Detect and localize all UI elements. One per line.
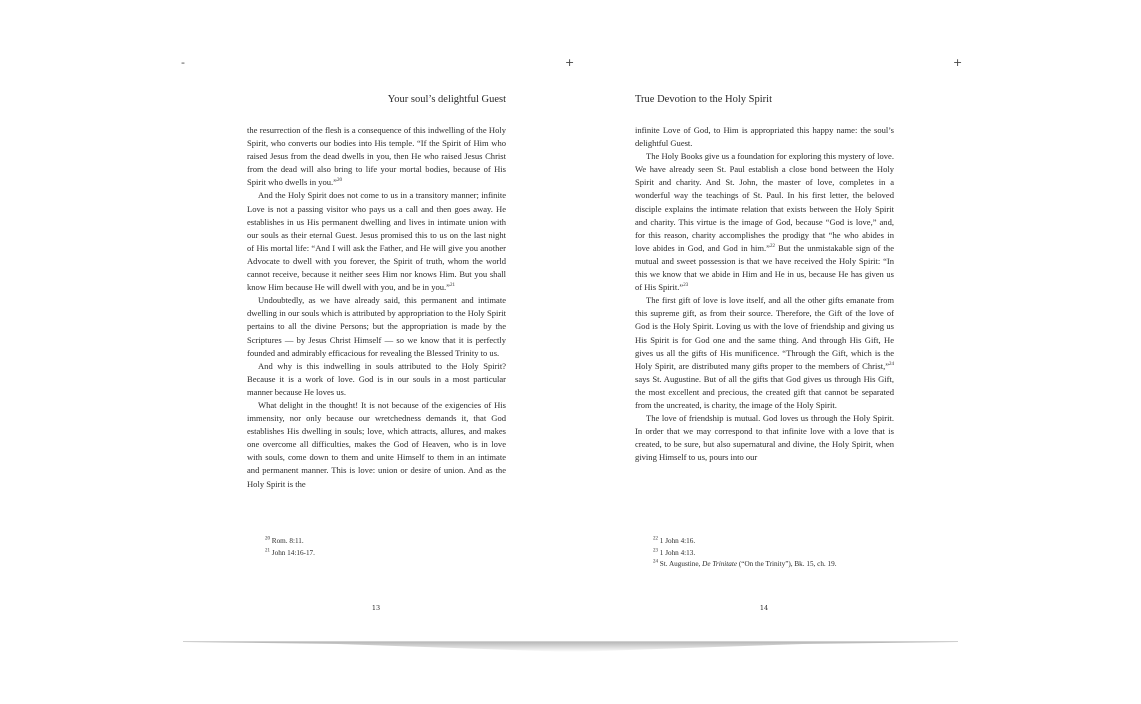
page-number-left: 13 [371, 604, 381, 612]
body-text-right [635, 124, 894, 526]
paragraph: And why is this indwelling in souls attributed to the Holy Spirit? Because it is a work of love. God is in our souls in a most particular manner because He loves us. [247, 360, 506, 397]
paragraph: The love of friendship is mutual. God loves us through the Holy Spirit. In order that we may correspond to that infinite love with a love that is created, to be sure, but also supernatural and divine, the Holy Spirit, when giving Himself to us, pours into our [635, 413, 894, 463]
footnote-ref: 21 [449, 283, 455, 289]
footnotes-right [635, 536, 894, 571]
right-page [635, 92, 894, 571]
page-shadow-right [571, 642, 958, 652]
footnote: $^{20}$ Rom. 8:11. [265, 536, 304, 545]
footnotes-left [247, 536, 506, 559]
footnote: $^{21}$ John 14:16-17. [265, 548, 315, 557]
page-number-right: 14 [759, 604, 769, 612]
footnote-ref: 24 [889, 361, 894, 367]
crop-mark-right: + [953, 56, 963, 69]
footnote: $^{24}$ St. Augustine, De Trinitate (“On the Trinity”), Bk. 15, ch. 19. [653, 559, 837, 568]
paragraph: infinite Love of God, to Him is appropriated this happy name: the soul’s delightful Guest. [635, 125, 894, 149]
running-head-left: Your soul’s delightful Guest [387, 94, 506, 105]
paragraph: The Holy Books give us a foundation for exploring this mystery of love. We have already seen St. Paul establish a close bond between the Holy Spirit and charity. And St. John, the master of love, completes in a wonderful way the teachings of St. Paul. In his first letter, the beloved disciple explains the intimate relation that exists between the Holy Spirit and charity. This virtue is the image of God, because “God is love,” and, for this reason, charity accomplishes the prodigy that “he who abides in love abides in God, and God in him.”$^{22}$ But the unmistakable sign of the mutual and sweet possession is that we have received the Holy Spirit: “In this we know that we abide in Him and He in us, because He has given us of His Spirit.”$^{23}$ [635, 151, 894, 293]
left-page [247, 92, 506, 559]
paragraph: The first gift of love is love itself, and all the other gifts emanate from this supreme gift, as from their source. Therefore, the Gift of the love of God is the Holy Spirit. Loving us with the love of friendship and giving us His Spirit is for God one and the same thing. And through His Gift, He gives us all the gifts of His munificence. “Through the Gift, which is the Holy Spirit, are distributed many gifts proper to the members of Christ,”$^{24}$ says St. Augustine. But of all the gifts that God gives us through His Gift, the most excellent and precious, the created gift that cannot be separated from the uncreated, is charity, the image of the Holy Spirit. [635, 295, 894, 410]
footnote: $^{22}$ 1 John 4:16. [653, 536, 696, 545]
footnote-ref: 22 [769, 244, 775, 249]
footnote-ref: 23 [683, 283, 689, 289]
book-edge [183, 641, 958, 642]
footnote-ref: 20 [336, 178, 342, 184]
paragraph: the resurrection of the flesh is a consequence of this indwelling of the Holy Spirit, who converts our bodies into His temple. “If the Spirit of Him who raised Jesus from the dead dwells in you, then He who raised Jesus Christ from the dead will also bring to life your mortal bodies, because of His Spirit who dwells in you.”$^{20}$ [247, 125, 506, 188]
crop-mark-center: + [565, 56, 575, 69]
footnote: $^{23}$ 1 John 4:13. [653, 548, 696, 557]
crop-mark-left: - [181, 56, 185, 69]
paragraph: What delight in the thought! It is not because of the exigencies of His immensity, nor only because our wretchedness demands it, that God establishes His dwelling in souls; love, which attracts, allures, and makes one overcome all difficulties, makes the God of Heaven, who is in love with souls, come down to them and unite Himself to them in an intimate and permanent manner. This is love: union or desire of union. And as the Holy Spirit is the [247, 399, 506, 489]
paragraph: Undoubtedly, as we have already said, this permanent and intimate dwelling in our souls which is attributed by appropriation to the Holy Spirit pertains to all the divine Persons; but the appropriation is made by the Scriptures — by Jesus Christ Himself — so we know that it is perfectly founded and admirably efficacious for revealing the Blessed Trinity to us. [247, 295, 506, 358]
running-head-right: True Devotion to the Holy Spirit [635, 94, 772, 105]
page-shadow-left [183, 642, 571, 652]
paragraph: And the Holy Spirit does not come to us in a transitory manner; infinite Love is not a passing visitor who pays us a call and then goes away. He establishes in us His permanent dwelling and lives in intimate union with our souls as their eternal Guest. Jesus promised this to us on the last night of His mortal life: “And I will ask the Father, and He will give you another Advocate to dwell with you forever, the Spirit of truth, whom the world cannot receive, because it neither sees Him nor knows Him. But you shall know Him because He will dwell with you, and be in you.”$^{21}$ [247, 190, 506, 293]
body-text-left [247, 124, 506, 526]
